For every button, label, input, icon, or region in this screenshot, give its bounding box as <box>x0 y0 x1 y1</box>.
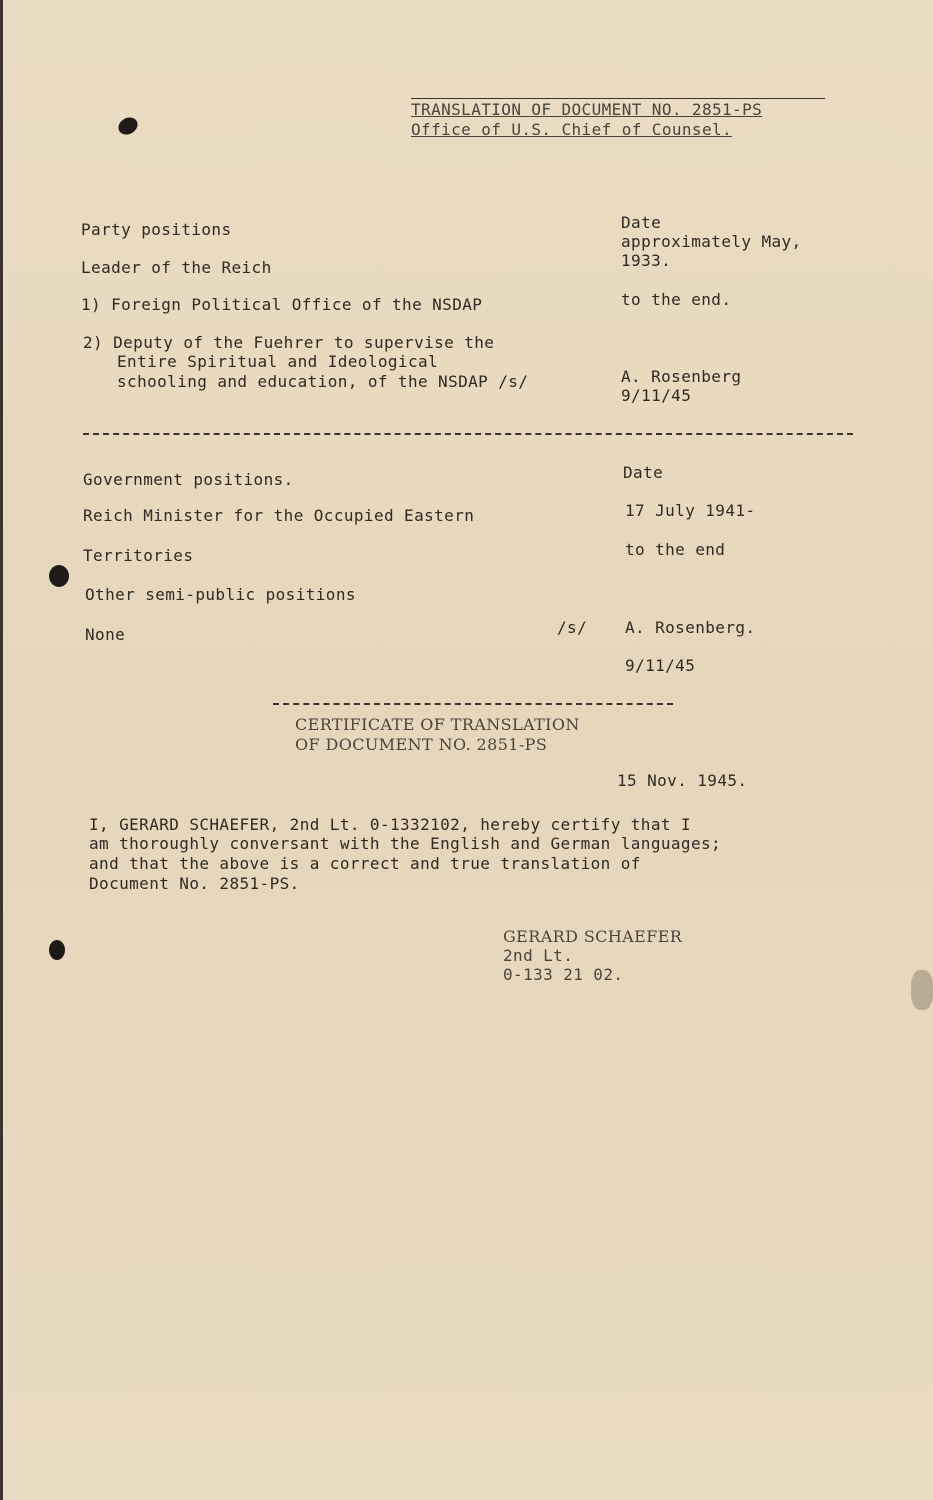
gov-position-line2: Territories <box>83 546 194 565</box>
gov-position-date1: 17 July 1941- <box>625 501 756 520</box>
gov-other-heading: Other semi-public positions <box>85 585 356 604</box>
paper-damage-mark <box>911 970 933 1010</box>
header-office: Office of U.S. Chief of Counsel. <box>411 120 733 139</box>
punch-hole-mark <box>49 565 69 587</box>
party-date-line1: approximately May, <box>621 232 802 251</box>
header-title: TRANSLATION OF DOCUMENT NO. 2851-PS <box>411 100 763 119</box>
certificate-title-line1: CERTIFICATE OF TRANSLATION <box>295 715 580 734</box>
certificate-body-line3: and that the above is a correct and true translation of <box>89 854 641 873</box>
certificate-body-line2: am thoroughly conversant with the English and German languages; <box>89 834 722 853</box>
certificate-divider <box>273 703 673 705</box>
gov-position-line1: Reich Minister for the Occupied Eastern <box>83 506 475 525</box>
party-sig-date: 9/11/45 <box>621 386 692 405</box>
party-item2-line1: 2) Deputy of the Fuehrer to supervise the <box>83 333 495 352</box>
signer-rank: 2nd Lt. <box>503 946 574 965</box>
header-rule <box>411 98 825 99</box>
signer-number: 0-133 21 02. <box>503 965 624 984</box>
party-item1-date: to the end. <box>621 290 732 309</box>
certificate-body-line1: I, GERARD SCHAEFER, 2nd Lt. 0-1332102, hereby certify that I <box>89 815 691 834</box>
gov-position-date2: to the end <box>625 540 726 559</box>
ink-blot-mark <box>115 114 140 138</box>
gov-sig-mark: /s/ <box>557 618 588 637</box>
gov-sig-date: 9/11/45 <box>625 656 696 675</box>
gov-heading: Government positions. <box>83 470 294 489</box>
certificate-title-line2: OF DOCUMENT NO. 2851-PS <box>295 735 548 754</box>
party-leader: Leader of the Reich <box>81 258 272 277</box>
certificate-body-line4: Document No. 2851-PS. <box>89 874 300 893</box>
punch-hole-mark <box>49 940 65 960</box>
party-date-label: Date <box>621 213 662 232</box>
party-item2-line3: schooling and education, of the NSDAP /s/ <box>117 372 529 391</box>
party-date-line2: 1933. <box>621 251 672 270</box>
gov-signature: A. Rosenberg. <box>625 618 756 637</box>
gov-date-label: Date <box>623 463 664 482</box>
party-item1: 1) Foreign Political Office of the NSDAP <box>81 295 483 314</box>
party-heading: Party positions <box>81 220 232 239</box>
certificate-date: 15 Nov. 1945. <box>617 771 748 790</box>
signer-name: GERARD SCHAEFER <box>503 927 683 946</box>
gov-none: None <box>85 625 126 644</box>
party-signature: A. Rosenberg <box>621 367 742 386</box>
party-item2-line2: Entire Spiritual and Ideological <box>117 352 439 371</box>
section-divider <box>83 433 853 435</box>
